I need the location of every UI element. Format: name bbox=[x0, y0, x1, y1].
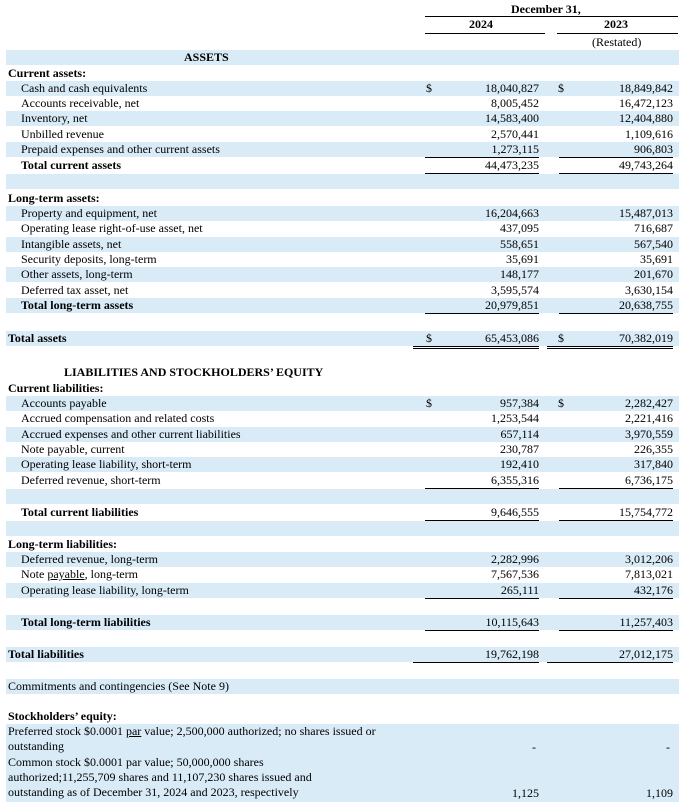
value-2023: 2,282,427 bbox=[625, 396, 673, 410]
value-2024: 265,111 bbox=[425, 583, 539, 599]
value-2023: 12,404,880 bbox=[619, 111, 673, 125]
label-part: Preferred stock $0.0001 bbox=[8, 724, 126, 738]
value-2024: 9,646,555 bbox=[425, 505, 539, 521]
value-2024: 19,762,198 bbox=[413, 647, 539, 663]
table-row bbox=[6, 567, 679, 582]
value-2024: 1,273,115 bbox=[425, 142, 539, 158]
value-2024: 7,567,536 bbox=[491, 567, 539, 581]
value-2023: 201,670 bbox=[634, 267, 673, 281]
common-stock-row bbox=[6, 755, 679, 802]
value-2024: 35,691 bbox=[506, 252, 539, 266]
total-longterm-liabilities-row bbox=[6, 615, 679, 630]
value-2023: 3,970,559 bbox=[625, 427, 673, 441]
spacer-row bbox=[6, 174, 679, 189]
value-2023: 35,691 bbox=[640, 252, 673, 266]
value-2024: 657,114 bbox=[500, 427, 539, 441]
table-row bbox=[6, 552, 679, 567]
value-2024: 1,125 bbox=[512, 786, 539, 800]
spacer-row bbox=[6, 489, 679, 504]
longterm-assets-heading: Long-term assets: bbox=[8, 191, 100, 205]
value-2023: 3,630,154 bbox=[559, 283, 673, 299]
label-part-underlined: par bbox=[125, 724, 142, 738]
value-2023: 15,487,013 bbox=[619, 206, 673, 220]
spacer-row bbox=[6, 521, 679, 536]
value-2023: 226,355 bbox=[634, 442, 673, 456]
value-2024: 10,115,643 bbox=[425, 615, 539, 631]
value-2024: 2,282,996 bbox=[491, 552, 539, 566]
row-label: Inventory, net bbox=[21, 111, 88, 125]
value-2023: 432,176 bbox=[559, 583, 673, 599]
value-2023: 2,221,416 bbox=[625, 411, 673, 425]
table-row bbox=[6, 583, 679, 598]
currency-symbol: $ bbox=[426, 81, 432, 95]
value-2024: 148,177 bbox=[500, 267, 539, 281]
row-label: Deferred tax asset, net bbox=[21, 283, 129, 297]
row-label bbox=[8, 724, 403, 754]
value-2024: 44,473,235 bbox=[425, 158, 539, 174]
value-2024: 16,204,663 bbox=[485, 206, 539, 220]
currency-symbol: $ bbox=[426, 331, 432, 345]
row-label bbox=[21, 567, 138, 582]
row-label: Accrued compensation and related costs bbox=[21, 411, 215, 425]
row-label: Deferred revenue, short-term bbox=[21, 473, 161, 487]
liabilities-title-row bbox=[6, 365, 679, 380]
table-row bbox=[6, 81, 679, 96]
value-2023: 1,109 bbox=[646, 786, 673, 800]
row-label: Property and equipment, net bbox=[21, 206, 157, 220]
value-2024: 1,253,544 bbox=[491, 411, 539, 425]
row-label: Accrued expenses and other current liabilities bbox=[21, 427, 241, 441]
current-assets-heading-row bbox=[6, 66, 679, 81]
period-header: December 31, bbox=[511, 2, 581, 16]
currency-symbol: $ bbox=[426, 396, 432, 410]
liabilities-title: LIABILITIES AND STOCKHOLDERS’ EQUITY bbox=[64, 365, 324, 379]
label-part: value; 2,500,000 authorized; no shares issued or outstanding bbox=[8, 724, 376, 753]
value-2024: 65,453,086 bbox=[413, 331, 539, 349]
row-label: Other assets, long-term bbox=[21, 267, 133, 281]
row-label: Security deposits, long-term bbox=[21, 252, 157, 266]
row-label: Accounts payable bbox=[21, 396, 107, 410]
value-2024: 437,095 bbox=[500, 221, 539, 235]
year-2023-header: 2023 bbox=[604, 17, 628, 31]
table-row bbox=[6, 411, 679, 426]
current-liabilities-heading: Current liabilities: bbox=[8, 381, 104, 395]
value-2023: 317,840 bbox=[634, 457, 673, 471]
row-label: Deferred revenue, long-term bbox=[21, 552, 158, 566]
preferred-stock-row bbox=[6, 724, 679, 755]
equity-heading-row bbox=[6, 709, 679, 724]
longterm-assets-heading-row bbox=[6, 191, 679, 206]
assets-title: ASSETS bbox=[184, 50, 229, 64]
total-liabilities-row bbox=[6, 647, 679, 662]
table-row bbox=[6, 267, 679, 282]
current-liabilities-heading-row bbox=[6, 381, 679, 396]
restated-note: (Restated) bbox=[592, 35, 642, 49]
longterm-liabilities-heading: Long-term liabilities: bbox=[8, 537, 117, 551]
table-row bbox=[6, 111, 679, 126]
currency-symbol: $ bbox=[558, 331, 564, 345]
assets-title-row bbox=[6, 50, 679, 65]
row-label: Operating lease liability, short-term bbox=[21, 457, 192, 471]
spacer-row bbox=[6, 599, 679, 614]
row-label: Operating lease liability, long-term bbox=[21, 583, 189, 597]
row-label: Note payable, current bbox=[21, 442, 125, 456]
row-label: Total assets bbox=[8, 331, 67, 345]
table-row bbox=[6, 252, 679, 267]
table-row bbox=[6, 457, 679, 472]
row-label: Total long-term assets bbox=[21, 298, 134, 312]
value-2023: 3,012,206 bbox=[625, 552, 673, 566]
table-row bbox=[6, 142, 679, 157]
value-2023: 1,109,616 bbox=[625, 127, 673, 141]
row-label: Total liabilities bbox=[8, 647, 84, 661]
row-label: Total current liabilities bbox=[21, 505, 139, 519]
value-2024: 2,570,441 bbox=[491, 127, 539, 141]
value-2023: 20,638,755 bbox=[559, 298, 673, 314]
value-2023: 567,540 bbox=[634, 237, 673, 251]
equity-heading: Stockholders’ equity: bbox=[8, 709, 117, 723]
value-2023: 49,743,264 bbox=[559, 158, 673, 174]
header-rule-2023 bbox=[557, 33, 678, 34]
row-label: Commitments and contingencies (See Note 9) bbox=[8, 679, 229, 693]
table-row bbox=[6, 442, 679, 457]
value-2024: 957,384 bbox=[500, 396, 539, 410]
table-row bbox=[6, 298, 679, 313]
value-2024: - bbox=[532, 740, 536, 754]
total-assets-row bbox=[6, 331, 679, 346]
value-2023: 15,754,772 bbox=[559, 505, 673, 521]
currency-symbol: $ bbox=[558, 396, 564, 410]
table-row bbox=[6, 158, 679, 173]
table-row bbox=[6, 96, 679, 111]
row-label: Unbilled revenue bbox=[21, 127, 104, 141]
table-row bbox=[6, 206, 679, 221]
row-label: Operating lease right-of-use asset, net bbox=[21, 221, 203, 235]
value-2023: 7,813,021 bbox=[625, 567, 673, 581]
value-2024: 6,355,316 bbox=[425, 473, 539, 489]
total-current-liabilities-row bbox=[6, 505, 679, 520]
row-label: Total long-term liabilities bbox=[21, 615, 151, 629]
value-2023: 716,687 bbox=[634, 221, 673, 235]
longterm-liabilities-heading-row bbox=[6, 537, 679, 552]
value-2023: 6,736,175 bbox=[559, 473, 673, 489]
row-label: Common stock $0.0001 par value; 50,000,000 shares authorized;11,255,709 shares and 11,107,230 shares issued and outstanding as of December 31, 2024 and 2023, respectively bbox=[8, 755, 312, 799]
row-label: Total current assets bbox=[21, 158, 121, 172]
table-row bbox=[6, 283, 679, 298]
table-row bbox=[6, 237, 679, 252]
label-part: , long-term bbox=[84, 567, 138, 581]
value-2023: - bbox=[666, 740, 670, 754]
table-row bbox=[6, 127, 679, 142]
value-2023: 16,472,123 bbox=[619, 96, 673, 110]
value-2024: 192,410 bbox=[500, 457, 539, 471]
value-2023: 70,382,019 bbox=[547, 331, 673, 349]
value-2024: 18,040,827 bbox=[485, 81, 539, 95]
value-2023: 906,803 bbox=[559, 142, 673, 158]
value-2023: 11,257,403 bbox=[559, 615, 673, 631]
label-part: Note bbox=[21, 567, 48, 581]
value-2024: 230,787 bbox=[500, 442, 539, 456]
commitments-row bbox=[6, 679, 679, 694]
table-row bbox=[6, 396, 679, 411]
table-row bbox=[6, 427, 679, 442]
year-2024-header: 2024 bbox=[469, 17, 493, 31]
value-2024: 20,979,851 bbox=[425, 298, 539, 314]
value-2023: 27,012,175 bbox=[547, 647, 673, 663]
value-2024: 14,583,400 bbox=[485, 111, 539, 125]
value-2024: 3,595,574 bbox=[425, 283, 539, 299]
value-2024: 558,651 bbox=[500, 237, 539, 251]
value-2023: 18,849,842 bbox=[619, 81, 673, 95]
row-label: Intangible assets, net bbox=[21, 237, 122, 251]
table-row bbox=[6, 221, 679, 236]
current-assets-heading: Current assets: bbox=[8, 66, 87, 80]
header-rule-2024 bbox=[425, 33, 545, 34]
row-label: Prepaid expenses and other current assets bbox=[21, 142, 220, 156]
table-row bbox=[6, 473, 679, 488]
value-2024: 8,005,452 bbox=[491, 96, 539, 110]
row-label: Cash and cash equivalents bbox=[21, 81, 148, 95]
label-part-underlined: payable bbox=[47, 567, 85, 581]
currency-symbol: $ bbox=[558, 81, 564, 95]
row-label: Accounts receivable, net bbox=[21, 96, 140, 110]
